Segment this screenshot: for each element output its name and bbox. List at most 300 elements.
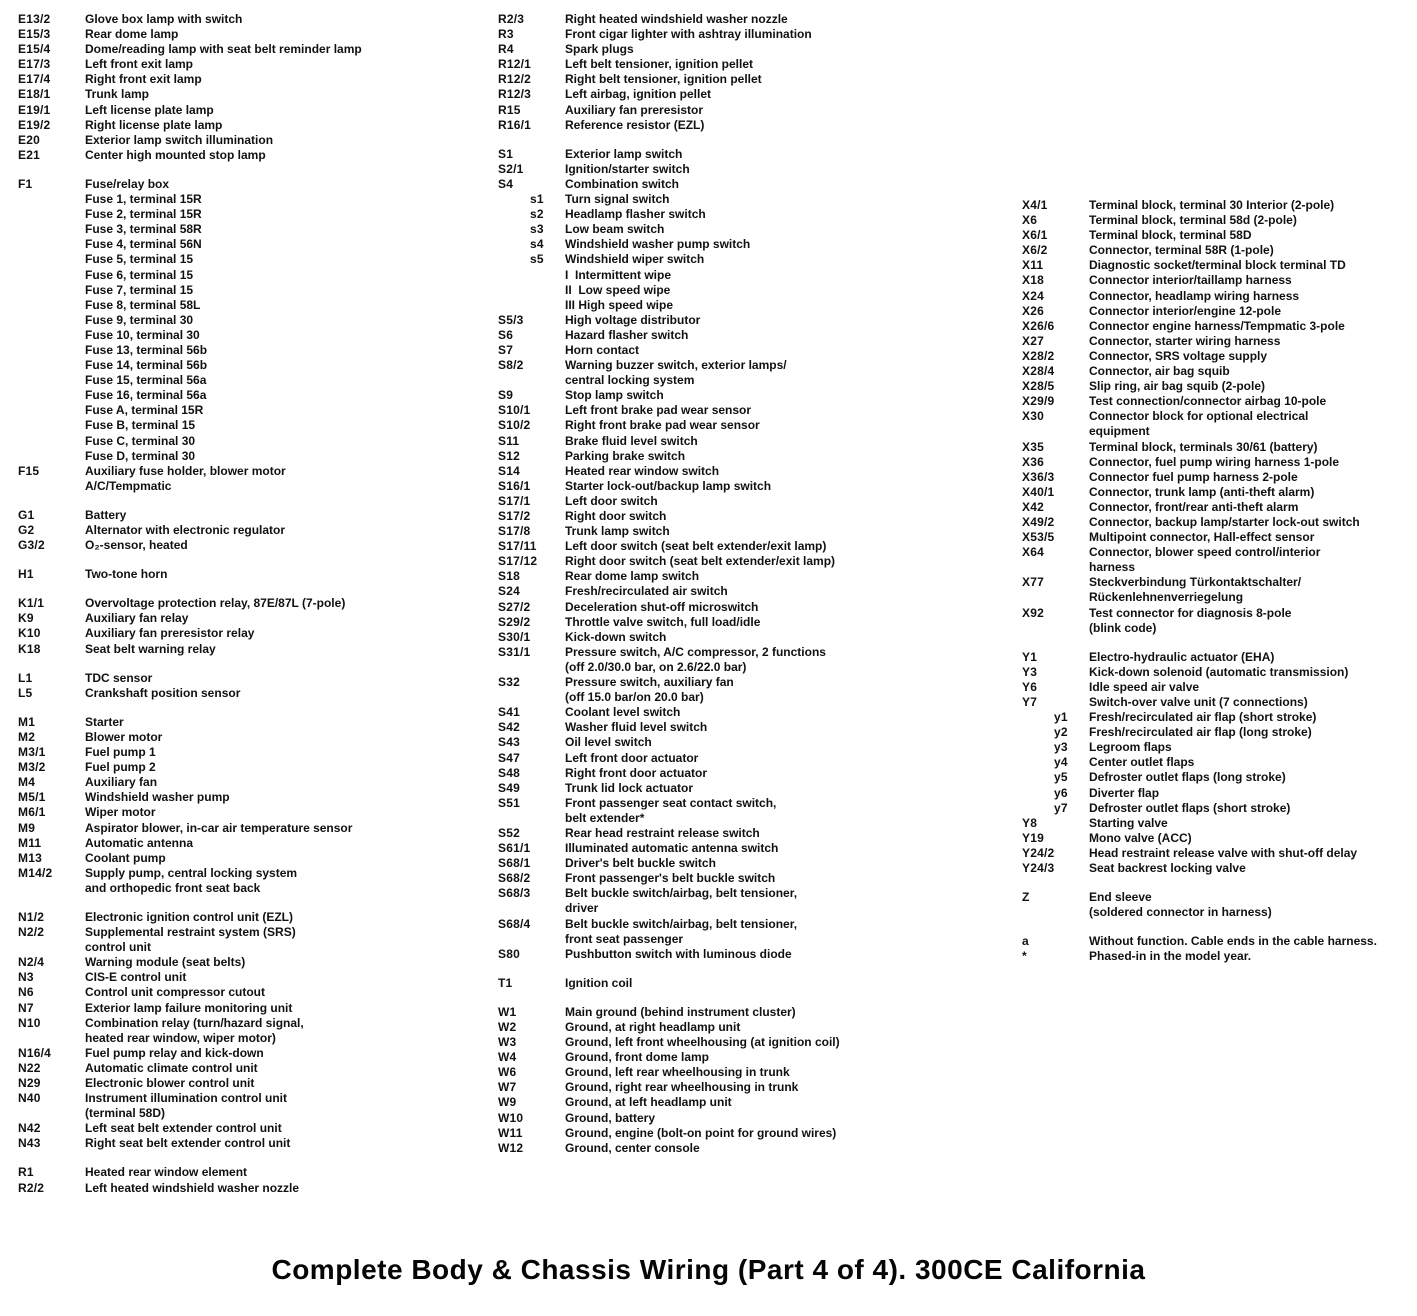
legend-row xyxy=(18,940,488,955)
component-description: Connector, blower speed control/interior xyxy=(1089,545,1321,560)
legend-row xyxy=(498,675,1008,690)
legend-row xyxy=(1022,905,1414,920)
legend-row xyxy=(18,313,488,328)
component-code: S43 xyxy=(498,735,520,750)
component-code: S47 xyxy=(498,750,520,765)
component-description: Fuse 13, terminal 56b xyxy=(85,342,208,357)
component-description: Headlamp flasher switch xyxy=(565,207,706,222)
component-description: Fuse 1, terminal 15R xyxy=(85,192,202,207)
legend-row xyxy=(498,811,1008,826)
legend-row xyxy=(18,851,488,866)
component-description: Fuse 5, terminal 15 xyxy=(85,252,194,267)
legend-row xyxy=(498,207,1008,222)
component-code: K9 xyxy=(18,611,34,626)
legend-row xyxy=(1022,846,1414,861)
legend-row xyxy=(18,821,488,836)
component-description: Dome/reading lamp with seat belt reminder lamp xyxy=(85,42,362,57)
component-description: Trunk lid lock actuator xyxy=(565,780,694,795)
legend-row xyxy=(498,1141,1008,1156)
legend-row xyxy=(1022,530,1414,545)
legend-row xyxy=(498,901,1008,916)
legend-row xyxy=(1022,273,1414,288)
component-description: Rear dome lamp switch xyxy=(565,569,700,584)
legend-row xyxy=(498,524,1008,539)
component-description: Diagnostic socket/terminal block terminal TD xyxy=(1089,258,1346,273)
component-description: Belt buckle switch/airbag, belt tensioner, xyxy=(565,916,798,931)
component-description: Terminal block, terminal 30 Interior (2-pole) xyxy=(1089,198,1335,212)
component-description: (blink code) xyxy=(1089,620,1157,635)
component-description: Fuse 6, terminal 15 xyxy=(85,267,194,282)
component-code: y1 xyxy=(1054,710,1068,725)
component-description: Connector engine harness/Tempmatic 3-pole xyxy=(1089,318,1345,333)
component-description: Low beam switch xyxy=(565,222,665,237)
component-description: Ground, at left headlamp unit xyxy=(565,1095,732,1110)
legend-row xyxy=(18,328,488,343)
component-description: Exterior lamp failure monitoring unit xyxy=(85,1000,293,1015)
legend-row xyxy=(1022,786,1414,801)
legend-row xyxy=(1022,710,1414,725)
legend-row xyxy=(1022,198,1414,213)
legend-row xyxy=(1022,801,1414,816)
component-description: Test connection/connector airbag 10-pole xyxy=(1089,394,1327,409)
component-code: M2 xyxy=(18,729,36,744)
component-code: Y19 xyxy=(1022,830,1044,845)
component-code: S17/8 xyxy=(498,524,531,539)
component-description: Front passenger seat contact switch, xyxy=(565,795,777,810)
component-code: S12 xyxy=(498,448,520,463)
component-description: Exterior lamp switch illumination xyxy=(85,132,274,147)
component-description: A/C/Tempmatic xyxy=(85,478,172,493)
legend-row xyxy=(18,42,488,57)
legend-row xyxy=(1022,424,1414,439)
component-description: Ground, left rear wheelhousing in trunk xyxy=(565,1065,790,1080)
component-code: Y8 xyxy=(1022,815,1038,830)
component-description: Auxiliary fan relay xyxy=(85,611,189,626)
component-code: R4 xyxy=(498,42,514,57)
legend-row xyxy=(498,976,1008,991)
legend-row xyxy=(498,147,1008,162)
legend-row xyxy=(1022,228,1414,243)
component-code: N42 xyxy=(18,1121,41,1136)
component-description: Fuse A, terminal 15R xyxy=(85,403,204,418)
component-description: Alternator with electronic regulator xyxy=(85,523,286,537)
component-description: Left door switch (seat belt extender/exit lamp) xyxy=(565,539,827,554)
component-code: X53/5 xyxy=(1022,530,1055,545)
component-code: R16/1 xyxy=(498,117,532,132)
component-description: Electronic blower control unit xyxy=(85,1076,255,1090)
legend-row xyxy=(1022,334,1414,349)
legend-row xyxy=(1022,379,1414,394)
component-description: Front passenger's belt buckle switch xyxy=(565,871,776,886)
legend-row xyxy=(498,222,1008,237)
component-description: Left seat belt extender control unit xyxy=(85,1121,282,1136)
component-description: Illuminated automatic antenna switch xyxy=(565,841,779,856)
legend-row xyxy=(18,1031,488,1046)
component-description: Combination relay (turn/hazard signal, xyxy=(85,1015,304,1030)
legend-row xyxy=(498,177,1008,192)
component-description: Right front exit lamp xyxy=(85,72,202,87)
legend-row xyxy=(18,192,488,207)
component-description: Terminal block, terminal 58d (2-pole) xyxy=(1089,213,1297,228)
component-description: Slip ring, air bag squib (2-pole) xyxy=(1089,379,1266,394)
legend-row xyxy=(1022,755,1414,770)
legend-row xyxy=(1022,680,1414,695)
component-description: Pressure switch, auxiliary fan xyxy=(565,675,734,690)
component-code: S49 xyxy=(498,780,520,795)
component-description: Oil level switch xyxy=(565,735,652,750)
legend-row xyxy=(18,1061,488,1076)
component-description: Battery xyxy=(85,507,127,522)
legend-row xyxy=(18,343,488,358)
component-description: Main ground (behind instrument cluster) xyxy=(565,1004,796,1019)
component-code: N6 xyxy=(18,985,34,1000)
component-description: Phased-in in the model year. xyxy=(1089,949,1252,964)
component-code: M13 xyxy=(18,850,42,865)
component-code: G3/2 xyxy=(18,538,45,553)
component-description: central locking system xyxy=(565,373,695,388)
component-code: S17/11 xyxy=(498,539,537,554)
component-description: Trunk lamp switch xyxy=(565,524,670,539)
component-code: X64 xyxy=(1022,545,1044,560)
legend-row xyxy=(18,12,488,27)
component-description: Auxiliary fan preresistor relay xyxy=(85,626,255,641)
component-description: Right door switch xyxy=(565,509,667,523)
component-description: Warning module (seat belts) xyxy=(85,955,246,970)
component-code: X28/2 xyxy=(1022,348,1055,363)
component-description: I Intermittent wipe xyxy=(565,267,672,282)
legend-row xyxy=(18,910,488,925)
component-code: W9 xyxy=(498,1095,517,1110)
legend-row xyxy=(498,252,1008,267)
component-code: W1 xyxy=(498,1004,517,1019)
component-description: Fresh/recirculated air flap (short stroke) xyxy=(1089,710,1317,725)
component-description: Warning buzzer switch, exterior lamps/ xyxy=(565,358,787,373)
component-code: W11 xyxy=(498,1125,523,1140)
legend-row xyxy=(18,1076,488,1091)
component-description: Exterior lamp switch xyxy=(565,146,683,161)
component-description: heated rear window, wiper motor) xyxy=(85,1030,276,1045)
legend-row xyxy=(498,645,1008,660)
component-code: X26 xyxy=(1022,303,1044,318)
component-code: S18 xyxy=(498,569,520,584)
legend-row xyxy=(18,449,488,464)
component-description: Reference resistor (EZL) xyxy=(565,117,705,132)
legend-row xyxy=(498,118,1008,133)
component-description: Connector, front/rear anti-theft alarm xyxy=(1089,499,1299,514)
legend-row xyxy=(1022,455,1414,470)
component-description: Spark plugs xyxy=(565,42,634,57)
component-description: Defroster outlet flaps (long stroke) xyxy=(1089,770,1286,785)
legend-row xyxy=(18,611,488,626)
legend-row xyxy=(1022,621,1414,636)
legend-row xyxy=(18,72,488,87)
component-code: S48 xyxy=(498,765,520,780)
component-code: S52 xyxy=(498,825,520,840)
component-description: Defroster outlet flaps (short stroke) xyxy=(1089,800,1291,815)
legend-row xyxy=(498,705,1008,720)
component-code: S30/1 xyxy=(498,629,531,644)
legend-row xyxy=(498,509,1008,524)
legend-row xyxy=(498,690,1008,705)
component-code: M1 xyxy=(18,714,36,729)
component-description: driver xyxy=(565,901,599,916)
legend-row xyxy=(498,1005,1008,1020)
component-description: Parking brake switch xyxy=(565,448,686,463)
component-description: Connector, starter wiring harness xyxy=(1089,333,1281,348)
component-description: Windshield washer pump switch xyxy=(565,237,751,252)
component-code: S6 xyxy=(498,327,514,342)
component-description: Supplemental restraint system (SRS) xyxy=(85,925,296,940)
component-description: Rear head restraint release switch xyxy=(565,825,760,840)
component-code: s5 xyxy=(530,252,544,267)
component-description: (off 2.0/30.0 bar, on 2.6/22.0 bar) xyxy=(565,659,747,674)
component-code: X77 xyxy=(1022,575,1044,590)
component-description: Wiper motor xyxy=(85,805,156,820)
component-description: High voltage distributor xyxy=(565,312,701,327)
component-description: Ground, engine (bolt-on point for ground wires) xyxy=(565,1125,837,1140)
legend-row xyxy=(498,162,1008,177)
component-code: X27 xyxy=(1022,333,1044,348)
component-description: Belt buckle switch/airbag, belt tensioner, xyxy=(565,886,798,901)
component-code: G2 xyxy=(18,523,35,537)
legend-row xyxy=(18,418,488,433)
component-code: R12/1 xyxy=(498,57,532,72)
component-code: M6/1 xyxy=(18,805,46,820)
component-description: Throttle valve switch, full load/idle xyxy=(565,614,761,629)
legend-row xyxy=(498,268,1008,283)
component-description: II Low speed wipe xyxy=(565,282,671,297)
component-description: Ignition/starter switch xyxy=(565,161,690,176)
component-code: S68/3 xyxy=(498,886,531,901)
component-code: y3 xyxy=(1054,740,1068,755)
component-code: Y3 xyxy=(1022,664,1038,679)
legend-row xyxy=(18,464,488,479)
legend-row xyxy=(498,856,1008,871)
legend-row xyxy=(498,660,1008,675)
component-code: S11 xyxy=(498,433,520,448)
component-code: M5/1 xyxy=(18,790,46,805)
legend-row xyxy=(1022,515,1414,530)
component-description: Electronic ignition control unit (EZL) xyxy=(85,909,293,924)
legend-row xyxy=(18,177,488,192)
component-code: T1 xyxy=(498,975,513,990)
legend-row xyxy=(1022,934,1414,949)
legend-row xyxy=(18,775,488,790)
legend-row xyxy=(18,955,488,970)
component-description: equipment xyxy=(1089,424,1150,439)
component-description: Right door switch (seat belt extender/exit lamp) xyxy=(565,554,836,569)
component-code: X4/1 xyxy=(1022,198,1048,212)
component-code: M11 xyxy=(18,835,42,850)
component-code: S68/1 xyxy=(498,856,531,871)
legend-row xyxy=(1022,289,1414,304)
legend-row xyxy=(1022,695,1414,710)
legend-row xyxy=(498,479,1008,494)
component-description: Fuse 8, terminal 58L xyxy=(85,297,201,312)
component-description: Fuel pump 1 xyxy=(85,745,156,760)
component-code: S29/2 xyxy=(498,614,531,629)
component-description: Rückenlehnenverriegelung xyxy=(1089,590,1244,605)
component-code: S2/1 xyxy=(498,161,524,176)
legend-row xyxy=(498,1050,1008,1065)
component-code: X36 xyxy=(1022,454,1044,469)
legend-row xyxy=(1022,470,1414,485)
component-code: N10 xyxy=(18,1015,41,1030)
component-code: X35 xyxy=(1022,439,1044,454)
component-description: control unit xyxy=(85,940,151,955)
component-code: X28/4 xyxy=(1022,364,1055,379)
legend-row xyxy=(498,871,1008,886)
component-description: Fuse 16, terminal 56a xyxy=(85,388,207,403)
legend-row xyxy=(498,826,1008,841)
component-description: Connector, air bag squib xyxy=(1089,364,1230,379)
component-description: (soldered connector in harness) xyxy=(1089,905,1272,920)
component-description: Coolant pump xyxy=(85,850,166,865)
component-code: y6 xyxy=(1054,785,1068,800)
component-code: S10/1 xyxy=(498,403,531,418)
legend-row xyxy=(1022,440,1414,455)
component-description: Instrument illumination control unit xyxy=(85,1091,287,1106)
component-description: Ground, right rear wheelhousing in trunk xyxy=(565,1080,799,1095)
legend-row xyxy=(18,252,488,267)
component-description: Connector, SRS voltage supply xyxy=(1089,348,1268,363)
component-description: Two-tone horn xyxy=(85,567,168,582)
legend-row xyxy=(498,554,1008,569)
component-code: X24 xyxy=(1022,288,1044,303)
legend-row xyxy=(1022,816,1414,831)
component-code: Z xyxy=(1022,890,1030,905)
legend-row xyxy=(18,745,488,760)
component-code: N3 xyxy=(18,970,34,985)
component-description: Connector interior/taillamp harness xyxy=(1089,273,1292,288)
legend-row xyxy=(498,434,1008,449)
component-code: Y1 xyxy=(1022,649,1038,664)
component-description: Ground, center console xyxy=(565,1140,700,1155)
legend-row xyxy=(18,479,488,494)
component-code: X36/3 xyxy=(1022,469,1055,484)
legend-row xyxy=(498,720,1008,735)
component-code: M3/2 xyxy=(18,760,46,775)
legend-row xyxy=(18,760,488,775)
component-code: S4 xyxy=(498,176,514,191)
component-description: Left front door actuator xyxy=(565,750,699,765)
component-code: R15 xyxy=(498,102,521,117)
component-description: Windshield washer pump xyxy=(85,790,230,805)
legend-row xyxy=(498,539,1008,554)
component-code: X29/9 xyxy=(1022,394,1055,409)
component-description: Right belt tensioner, ignition pellet xyxy=(565,72,762,87)
component-code: N43 xyxy=(18,1136,41,1151)
legend-row xyxy=(1022,364,1414,379)
legend-row xyxy=(1022,590,1414,605)
legend-row xyxy=(498,1035,1008,1050)
component-description: Left license plate lamp xyxy=(85,102,214,117)
legend-row xyxy=(1022,650,1414,665)
legend-row xyxy=(498,373,1008,388)
legend-row xyxy=(1022,319,1414,334)
component-description: Starter xyxy=(85,714,124,729)
legend-row xyxy=(18,87,488,102)
legend-row xyxy=(1022,545,1414,560)
component-code: S14 xyxy=(498,463,520,478)
component-code: N1/2 xyxy=(18,909,45,924)
legend-row xyxy=(18,373,488,388)
legend-row xyxy=(18,1046,488,1061)
component-description: Glove box lamp with switch xyxy=(85,12,243,26)
component-code: N29 xyxy=(18,1076,41,1090)
component-code: W6 xyxy=(498,1065,517,1080)
legend-row xyxy=(498,12,1008,27)
legend-row xyxy=(18,298,488,313)
legend-row xyxy=(1022,243,1414,258)
legend-row xyxy=(498,72,1008,87)
component-code: K1/1 xyxy=(18,596,45,611)
legend-row xyxy=(1022,349,1414,364)
component-code: X6/1 xyxy=(1022,228,1048,243)
legend-row xyxy=(498,343,1008,358)
component-description: Left belt tensioner, ignition pellet xyxy=(565,57,754,72)
component-code: S61/1 xyxy=(498,841,531,856)
component-description: Kick-down solenoid (automatic transmission) xyxy=(1089,664,1349,679)
component-description: Fuse B, terminal 15 xyxy=(85,418,196,433)
legend-row xyxy=(18,133,488,148)
component-description: Hazard flasher switch xyxy=(565,327,689,342)
component-description: Blower motor xyxy=(85,729,163,744)
legend-row xyxy=(1022,409,1414,424)
component-code: N2/2 xyxy=(18,925,45,940)
legend-row xyxy=(498,1020,1008,1035)
component-description: Turn signal switch xyxy=(565,192,670,207)
legend-row xyxy=(498,418,1008,433)
component-code: N16/4 xyxy=(18,1045,52,1060)
component-description: Front cigar lighter with ashtray illumination xyxy=(565,27,812,42)
component-code: s4 xyxy=(530,237,544,252)
component-code: S1 xyxy=(498,146,514,161)
legend-row xyxy=(18,268,488,283)
component-description: Rear dome lamp xyxy=(85,27,179,42)
legend-row xyxy=(498,237,1008,252)
legend-row xyxy=(18,671,488,686)
legend-row xyxy=(498,388,1008,403)
legend-row xyxy=(18,642,488,657)
legend-row xyxy=(498,615,1008,630)
component-code: K10 xyxy=(18,626,41,641)
component-description: Connector, headlamp wiring harness xyxy=(1089,288,1300,303)
component-description: Right license plate lamp xyxy=(85,117,223,132)
legend-row xyxy=(18,1106,488,1121)
legend-row xyxy=(1022,560,1414,575)
component-description: Combination switch xyxy=(565,176,679,191)
component-description: Idle speed air valve xyxy=(1089,679,1200,694)
component-description: Fuse 4, terminal 56N xyxy=(85,237,202,252)
component-description: Supply pump, central locking system xyxy=(85,865,298,880)
legend-row xyxy=(498,600,1008,615)
component-description: Center high mounted stop lamp xyxy=(85,147,266,162)
component-code: W3 xyxy=(498,1035,517,1050)
legend-row xyxy=(1022,890,1414,905)
component-code: Y24/3 xyxy=(1022,861,1055,876)
component-code: S42 xyxy=(498,720,520,735)
component-code: y7 xyxy=(1054,800,1068,815)
legend-row xyxy=(18,686,488,701)
component-description: Left front exit lamp xyxy=(85,57,194,72)
component-description: Fuse 9, terminal 30 xyxy=(85,312,194,327)
legend-row xyxy=(498,87,1008,102)
component-code: X92 xyxy=(1022,605,1044,620)
component-description: Aspirator blower, in-car air temperature sensor xyxy=(85,820,353,835)
component-description: Fuse D, terminal 30 xyxy=(85,448,196,463)
component-description: Right heated windshield washer nozzle xyxy=(565,12,788,26)
